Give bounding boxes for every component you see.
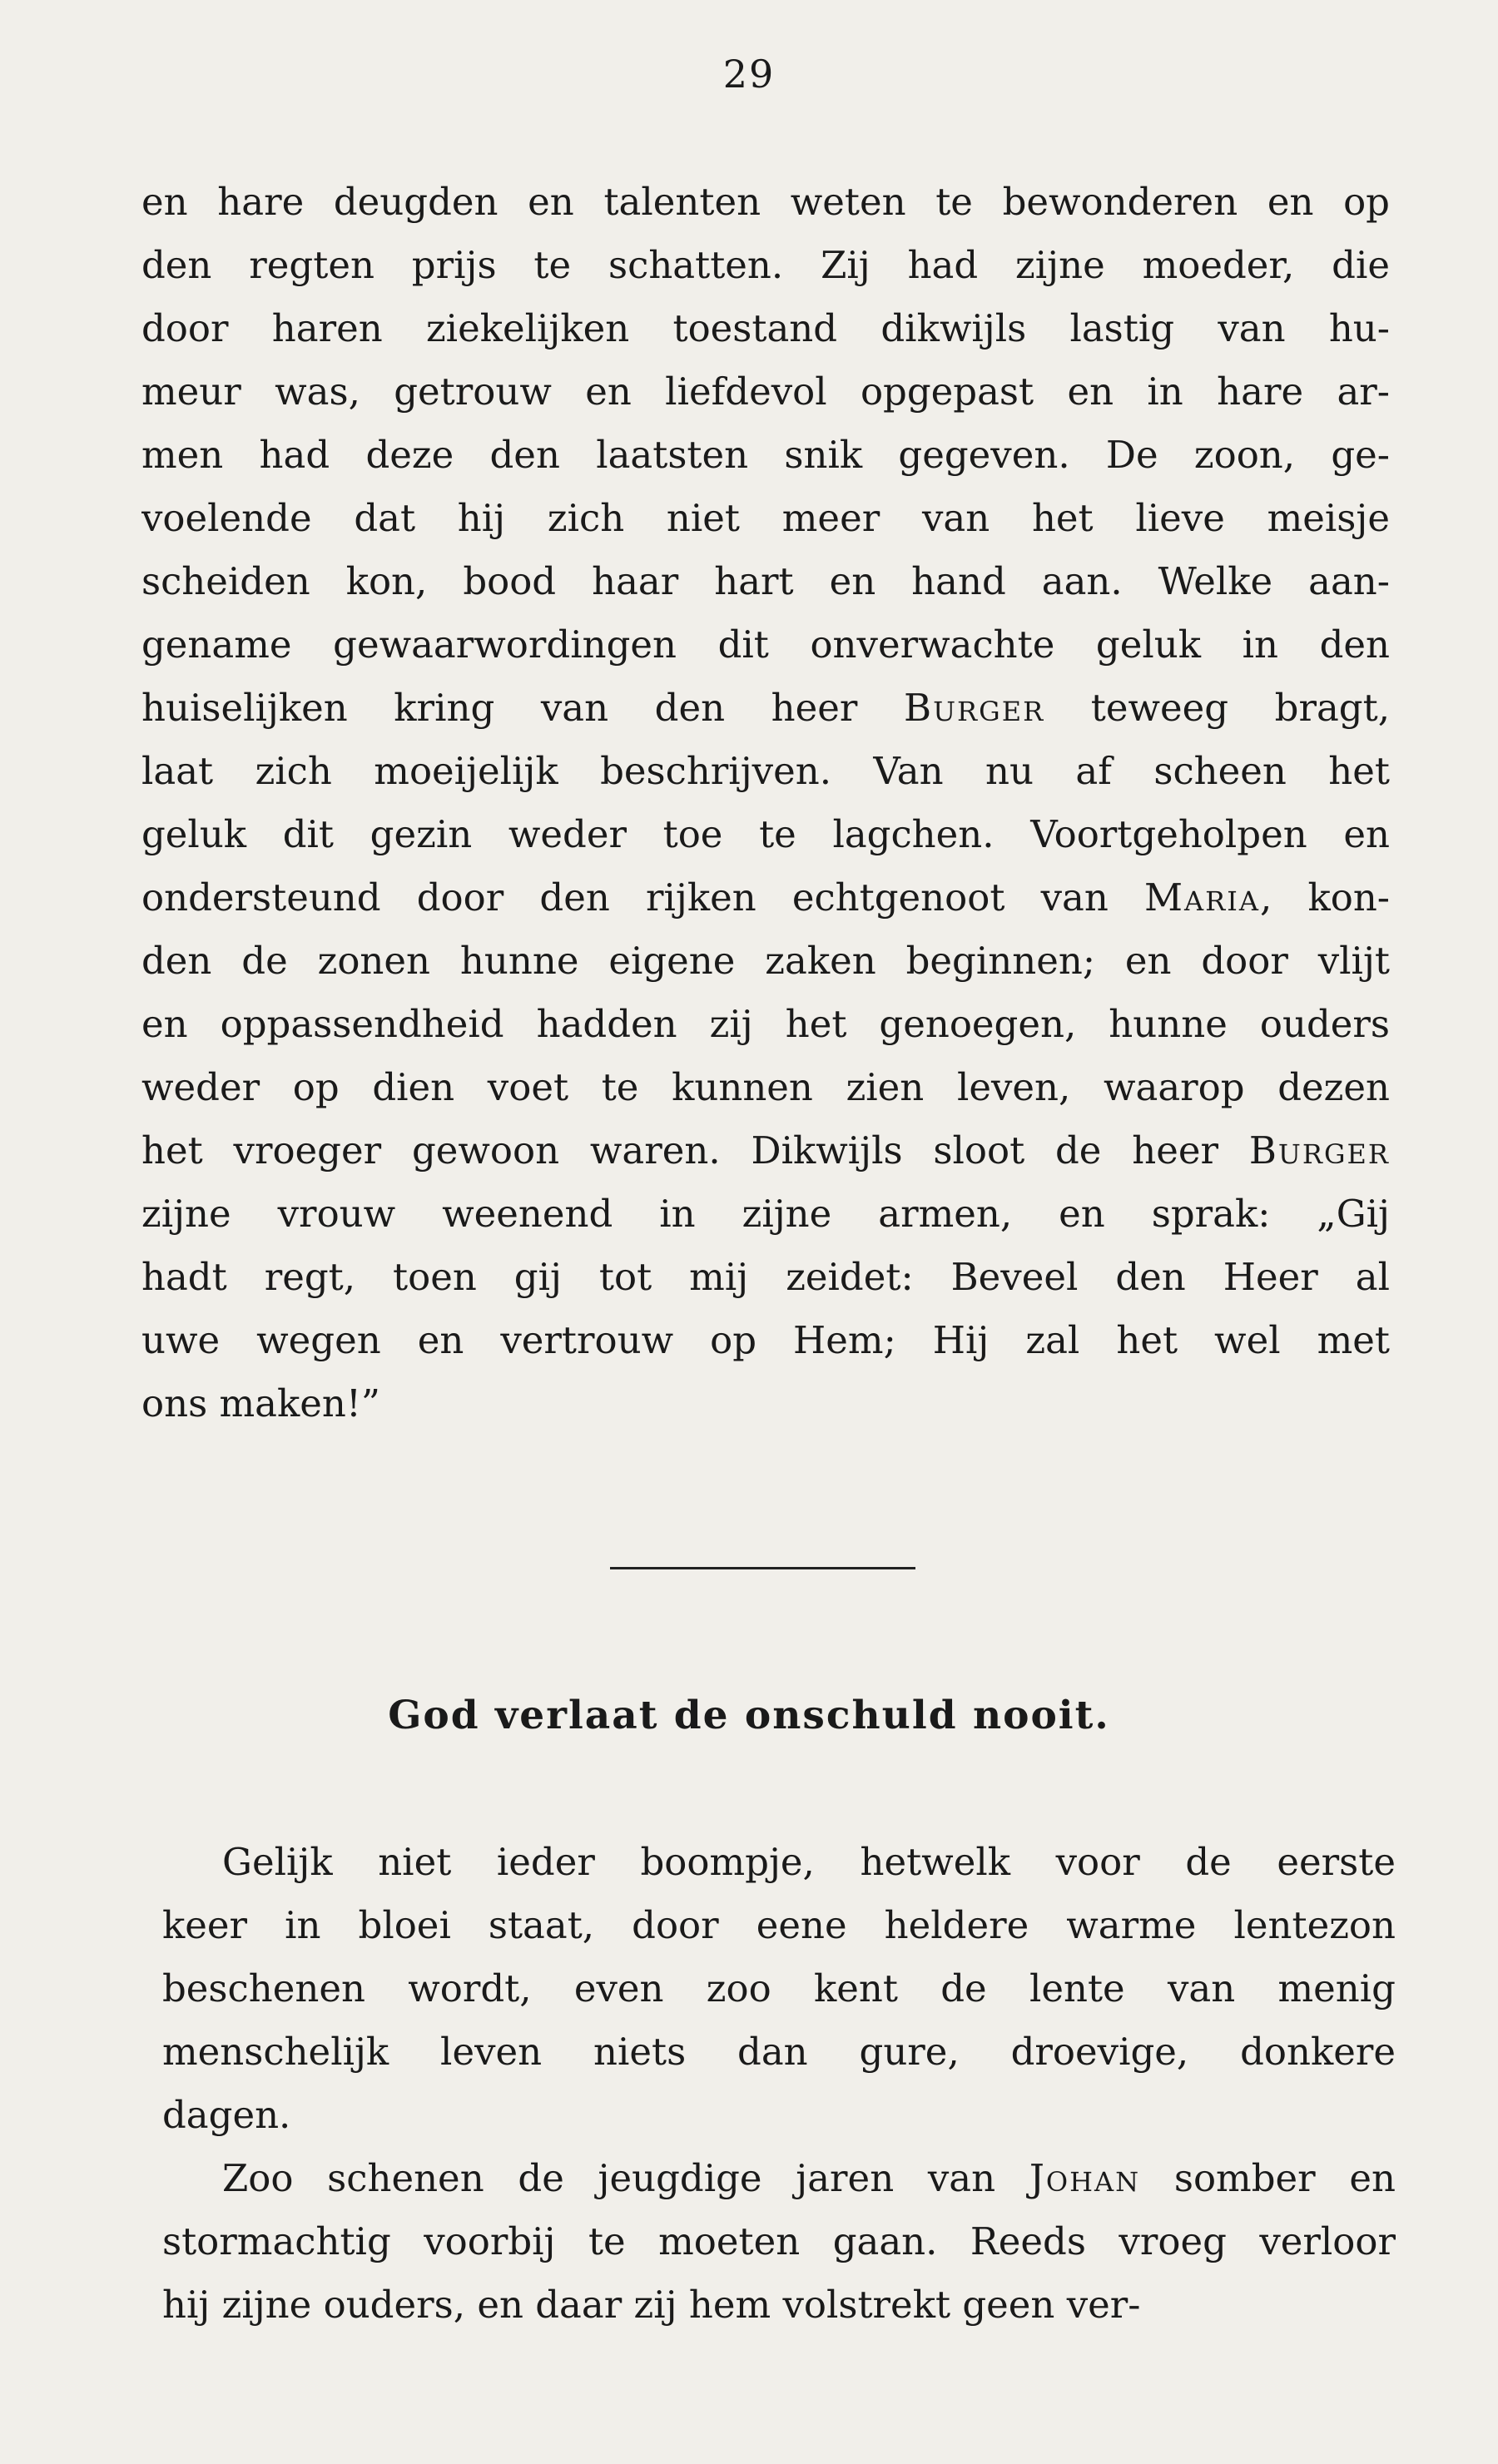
text-segment: men had deze den laatsten snik gegeven. De zoon, ge- [141, 433, 1390, 477]
text-segment: geluk dit gezin weder toe te lagchen. Voortgeholpen en [141, 812, 1390, 856]
text-line [141, 234, 1390, 297]
text-segment: somber en [1140, 2156, 1396, 2200]
text-line [141, 424, 1390, 487]
paragraph [162, 1831, 1396, 2147]
text-segment: den de zonen hunne eigene zaken beginnen; en door vlijt [141, 939, 1390, 983]
text-segment: Gelijk niet ieder boompje, hetwelk voor de eerste [222, 1840, 1396, 1884]
text-line [141, 740, 1390, 803]
paragraph [141, 171, 1390, 1435]
text-line [162, 2020, 1396, 2084]
text-segment: huiselijken kring van den heer [141, 686, 905, 730]
text-segment: hadt regt, toen gij tot mij zeidet: Beveel den Heer al [141, 1255, 1390, 1299]
text-segment: , kon- [1260, 875, 1390, 920]
text-line [141, 1182, 1390, 1246]
text-segment: ondersteund door den rijken echtgenoot van [141, 875, 1144, 920]
text-line [141, 930, 1390, 993]
text-segment: hij zijne ouders, en daar zij hem volstrekt geen ver- [162, 2283, 1141, 2327]
text-segment: Zoo schenen de jeugdige jaren van [222, 2156, 1029, 2200]
text-segment: scheiden kon, bood haar hart en hand aan. Welke aan- [141, 559, 1390, 603]
text-segment: teweeg bragt, [1044, 686, 1390, 730]
text-segment: zijne vrouw weenend in zijne armen, en sprak: „Gij [141, 1192, 1390, 1236]
text-line [141, 1056, 1390, 1119]
text-line [141, 297, 1390, 360]
text-segment: door haren ziekelijken toestand dikwijls lastig van hu- [141, 306, 1390, 350]
text-line [141, 613, 1390, 677]
text-line [141, 171, 1390, 234]
text-line [162, 1957, 1396, 2020]
text-block-upper [141, 171, 1390, 1435]
text-segment: ons maken!” [141, 1381, 380, 1425]
text-line [141, 1372, 1390, 1435]
text-segment: beschenen wordt, even zoo kent de lente van menig [162, 1966, 1396, 2010]
text-segment: weder op dien voet te kunnen zien leven, waarop dezen [141, 1065, 1390, 1109]
text-segment: meur was, getrouw en liefdevol opgepast en in hare ar- [141, 369, 1390, 414]
text-line [162, 1831, 1396, 1894]
text-line [141, 803, 1390, 866]
paragraph [162, 2147, 1396, 2337]
text-segment: uwe wegen en vertrouw op Hem; Hij zal het wel met [141, 1318, 1390, 1362]
text-line [162, 2210, 1396, 2273]
name-small-caps: Burger [904, 686, 1045, 730]
text-line [141, 677, 1390, 740]
section-divider [610, 1567, 915, 1569]
text-line [162, 1894, 1396, 1957]
text-block-lower [162, 1831, 1396, 2337]
text-line [162, 2147, 1396, 2210]
text-segment: stormachtig voorbij te moeten gaan. Reeds vroeg verloor [162, 2219, 1396, 2263]
text-line [141, 360, 1390, 424]
text-line [141, 866, 1390, 930]
text-line [141, 1309, 1390, 1372]
text-segment: dagen. [162, 2093, 291, 2137]
text-line [162, 2273, 1396, 2337]
text-segment: keer in bloei staat, door eene heldere warme lentezon [162, 1903, 1396, 1947]
text-segment: het vroeger gewoon waren. Dikwijls sloot de heer [141, 1128, 1249, 1173]
text-segment: laat zich moeijelijk beschrijven. Van nu af scheen het [141, 749, 1390, 793]
text-segment: voelende dat hij zich niet meer van het lieve meisje [141, 496, 1390, 540]
text-segment: den regten prijs te schatten. Zij had zijne moeder, die [141, 243, 1390, 287]
name-small-caps: Maria [1143, 875, 1260, 920]
name-small-caps: Johan [1029, 2156, 1141, 2200]
text-segment: en oppassendheid hadden zij het genoegen, hunne ouders [141, 1002, 1390, 1046]
name-small-caps: Burger [1248, 1128, 1390, 1173]
text-segment: en hare deugden en talenten weten te bewonderen en op [141, 180, 1390, 224]
text-line [141, 1246, 1390, 1309]
text-line [141, 993, 1390, 1056]
text-line [141, 1119, 1390, 1182]
page-number: 29 [722, 52, 776, 97]
text-segment: gename gewaarwordingen dit onverwachte geluk in den [141, 622, 1390, 667]
text-segment: menschelijk leven niets dan gure, droevige, donkere [162, 2030, 1396, 2074]
section-title: God verlaat de onschuld nooit. [388, 1693, 1110, 1738]
text-line [141, 550, 1390, 613]
text-line [162, 2084, 1396, 2147]
text-line [141, 487, 1390, 550]
